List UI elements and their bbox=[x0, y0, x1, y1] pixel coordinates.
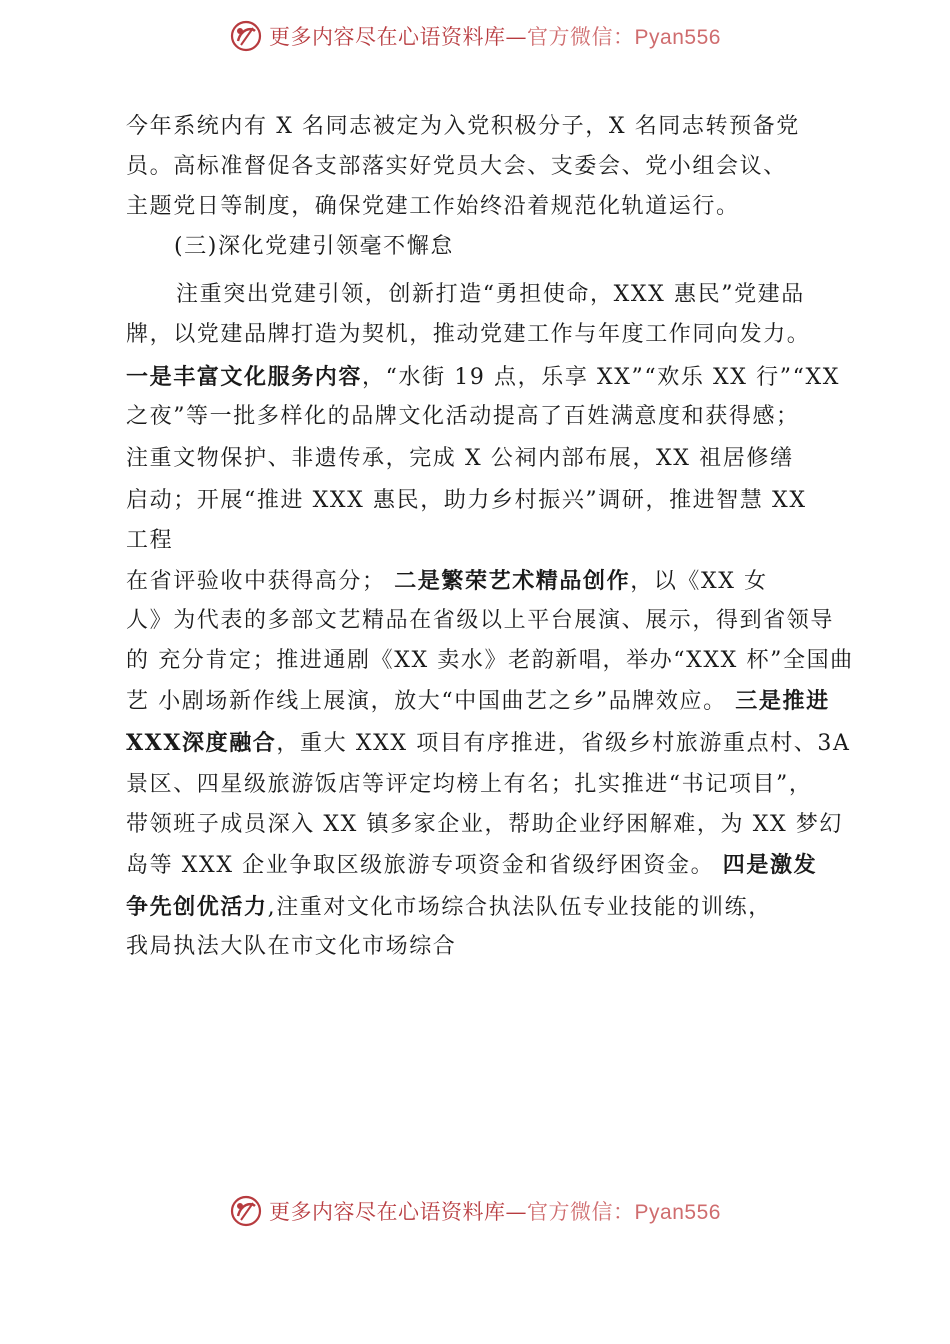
text-segment: 人》为代表的多部文艺精品在省级以上平台展演、展示，得到省领导 bbox=[126, 608, 835, 633]
text-line bbox=[126, 606, 834, 636]
bold-heading-phrase: 争先创优活力 bbox=[126, 894, 268, 920]
text-segment: ，重大 XXX 项目有序推进，省级乡村旅游重点村、3A bbox=[276, 731, 851, 756]
logo-icon bbox=[229, 1194, 263, 1228]
text-line bbox=[126, 728, 850, 759]
text-segment: 的 充分肯定；推进通剧《XX 卖水》老韵新唱，举办“XXX 杯”全国曲 bbox=[126, 648, 854, 673]
text-line bbox=[126, 526, 173, 556]
text-line bbox=[126, 192, 740, 222]
text-line bbox=[126, 112, 800, 142]
text-line bbox=[126, 444, 794, 474]
banner-main: 更多内容尽在心语资料库 bbox=[269, 1200, 506, 1224]
text-line bbox=[126, 892, 772, 923]
banner-dash: — bbox=[505, 1200, 528, 1224]
text-segment: ，“水街 19 点，乐享 XX”“欢乐 XX 行”“XX bbox=[362, 365, 840, 390]
text-line bbox=[126, 566, 768, 597]
text-segment: 带领班子成员深入 XX 镇多家企业，帮助企业纾困解难，为 XX 梦幻 bbox=[126, 812, 844, 837]
text-segment: ，以《XX 女 bbox=[630, 569, 768, 594]
text-line bbox=[126, 932, 456, 962]
text-segment: 注重突出党建引领，创新打造“勇担使命，XXX 惠民”党建品 bbox=[176, 282, 805, 307]
text-line bbox=[126, 486, 807, 516]
bold-heading-phrase: 一是丰富文化服务内容 bbox=[126, 364, 363, 390]
bold-heading-phrase: 三是推进 bbox=[735, 688, 830, 714]
bold-heading-phrase: 四是激发 bbox=[722, 852, 818, 878]
text-segment: 之夜”等一批多样化的品牌文化活动提高了百姓满意度和获得感； bbox=[126, 404, 800, 429]
text-segment: 我局执法大队在市文化市场综合 bbox=[126, 934, 457, 959]
text-line bbox=[126, 362, 840, 393]
banner-text bbox=[269, 21, 721, 51]
text-segment: 艺 小剧场新作线上展演，放大“中国曲艺之乡”品牌效应。 bbox=[126, 689, 736, 714]
text-segment: 今年系统内有 X 名同志被定为入党积极分子，X 名同志转预备党 bbox=[126, 114, 800, 139]
text-line bbox=[126, 646, 854, 676]
header-banner bbox=[0, 16, 950, 56]
text-segment: 牌，以党建品牌打造为契机，推动党建工作与年度工作同向发力。 bbox=[126, 322, 811, 347]
text-line bbox=[174, 232, 454, 262]
text-line bbox=[126, 402, 800, 432]
text-segment: 启动；开展“推进 XXX 惠民，助力乡村振兴”调研，推进智慧 XX bbox=[126, 488, 807, 513]
text-line bbox=[126, 770, 813, 800]
banner-contact: 官方微信：Pyan556 bbox=[527, 26, 721, 49]
bold-heading-phrase: 二是繁荣艺术精品创作 bbox=[394, 568, 631, 594]
text-segment: 员。高标准督促各支部落实好党员大会、支委会、党小组会议、 bbox=[126, 154, 787, 179]
text-line bbox=[126, 320, 810, 350]
text-segment: 景区、四星级旅游饭店等评定均榜上有名；扎实推进“书记项目”， bbox=[126, 772, 813, 797]
text-line bbox=[126, 152, 787, 182]
banner-dash: — bbox=[505, 25, 528, 49]
banner-contact: 官方微信：Pyan556 bbox=[527, 1201, 721, 1224]
text-segment: 岛等 XXX 企业争取区级旅游专项资金和省级纾困资金。 bbox=[126, 853, 723, 878]
bold-heading-phrase: XXX深度融合 bbox=[126, 730, 277, 756]
text-segment: 工程 bbox=[126, 528, 174, 553]
text-segment: 主题党日等制度，确保党建工作始终沿着规范化轨道运行。 bbox=[126, 194, 740, 219]
text-line bbox=[126, 686, 830, 717]
text-segment: 在省评验收中获得高分； bbox=[126, 569, 395, 594]
text-line bbox=[176, 280, 805, 310]
text-segment: (三)深化党建引领毫不懈怠 bbox=[174, 234, 454, 259]
text-segment: ,注重对文化市场综合执法队伍专业技能的训练， bbox=[267, 895, 772, 920]
banner-text bbox=[269, 1196, 721, 1226]
banner-main: 更多内容尽在心语资料库 bbox=[269, 25, 506, 49]
text-segment: 注重文物保护、非遗传承，完成 X 公祠内部布展，XX 祖居修缮 bbox=[126, 446, 794, 471]
logo-icon bbox=[229, 19, 263, 53]
footer-banner bbox=[0, 1191, 950, 1231]
text-line bbox=[126, 850, 817, 881]
text-line bbox=[126, 810, 843, 840]
